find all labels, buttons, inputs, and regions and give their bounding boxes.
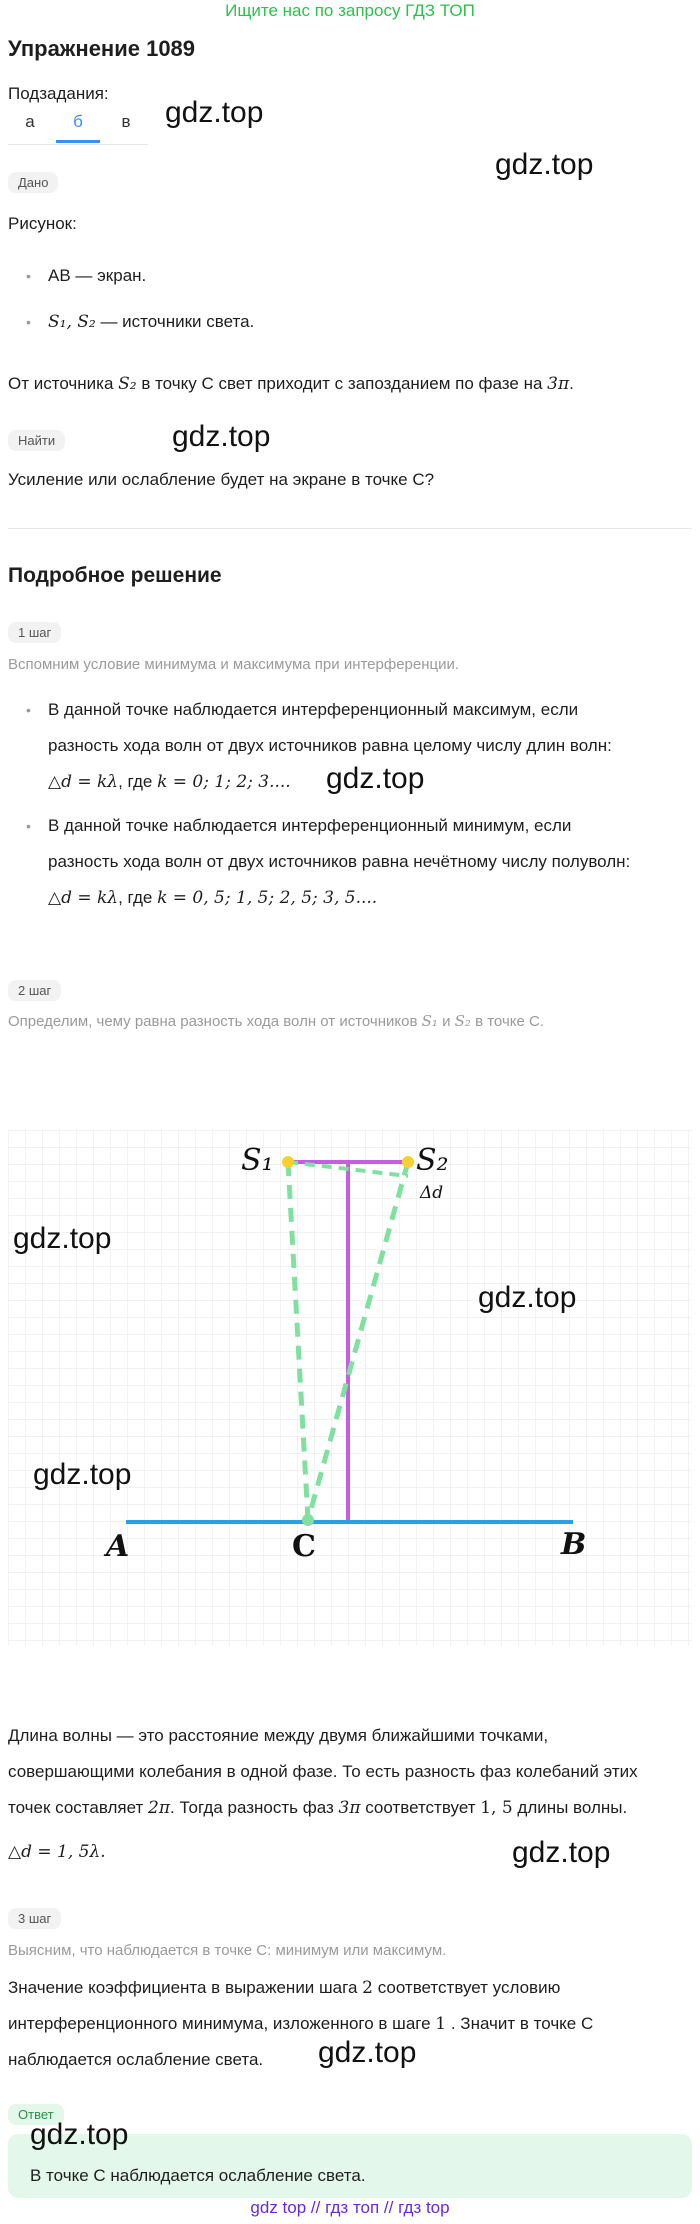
min-condition-line2: разность хода волн от двух источников равна нечётному числу полуволн: [48,852,631,871]
text-part: Значение коэффициента в выражении шага [8,1978,363,1997]
label-b: B [561,1527,587,1562]
label-s1: S₁ [241,1143,274,1178]
max-formula: △d = kλ [48,772,119,792]
watermark: gdz.top [172,420,271,453]
label-c: C [292,1529,316,1564]
watermark: gdz.top [33,1458,132,1491]
tab-v[interactable]: в [121,112,131,131]
max-condition-line1: • В данной точке наблюдается интерференционный максимум, если [48,692,578,728]
figure-label: Рисунок: [8,214,77,233]
three-pi: 3π [338,1798,361,1818]
interference-figure [8,1130,692,1646]
where-text: , где [118,888,158,907]
max-formula-line [48,764,291,800]
watermark: gdz.top [318,2036,417,2069]
text-part: точек составляет [8,1798,149,1817]
step-number: 2 [362,1978,373,1998]
given-item-1: • AB — экран. [48,258,146,294]
intro-part: в точке C. [470,1013,544,1030]
min-k-values: k = 0, 5; 1, 5; 2, 5; 3, 5.... [157,888,378,908]
solution-title: Подробное решение [8,564,222,587]
subtasks-label: Подзадания: [8,84,109,103]
min-formula: △d = kλ [48,888,119,908]
watermark: gdz.top [165,96,264,129]
watermark: gdz.top [13,1222,112,1255]
given-statement [8,366,574,402]
step3-intro: Выясним, что наблюдается в точке C: минимум или максимум. [8,1942,447,1959]
watermark: gdz.top [495,148,594,181]
min-condition-line1: • В данной точке наблюдается интерференционный минимум, если [48,808,571,844]
find-badge: Найти [8,430,65,451]
step1-badge: 1 шаг [8,622,61,643]
footer-links[interactable]: gdz top // гдз топ // гдз top [250,2198,450,2217]
s2-symbol: S₂ [454,1012,471,1030]
watermark: gdz.top [478,1281,577,1314]
source-s2-dot [402,1156,414,1168]
given-badge: Дано [8,172,58,193]
tab-a[interactable]: а [25,112,35,131]
where-text: , где [118,772,158,791]
step3-line3: наблюдается ослабление света. [8,2050,264,2069]
explanation-line3 [8,1790,627,1826]
label-a: A [106,1529,130,1564]
step3-line1 [8,1970,560,2006]
step2-badge: 2 шаг [8,980,61,1001]
answer-text: В точке C наблюдается ослабление света. [30,2166,366,2185]
intro-part: Определим, чему равна разность хода волн от источников [8,1013,422,1030]
phase-value: 3π [547,374,570,394]
page-title: Упражнение 1089 [8,36,196,61]
step1-intro: Вспомним условие минимума и максимума при интерференции. [8,656,460,673]
statement-part: От источника [8,374,119,393]
source-s2-symbol: S₂ [118,374,137,394]
step3-badge: 3 шаг [8,1908,61,1929]
watermark: gdz.top [326,762,425,795]
statement-part: . [569,374,574,393]
section-divider [8,528,692,529]
watermark: gdz.top [30,2118,129,2151]
intro-part: и [437,1013,455,1030]
watermark: gdz.top [512,1836,611,1869]
path-difference-result: △d = 1, 5λ. [8,1842,106,1862]
find-question: Усиление или ослабление будет на экране в точке C? [8,470,435,489]
min-formula-line [48,880,377,916]
explanation-line1: Длина волны — это расстояние между двумя ближайшими точками, [8,1726,549,1745]
max-condition-line2: разность хода волн от двух источников равна целому числу длин волн: [48,736,612,755]
source-s1-dot [282,1156,294,1168]
s1-symbol: S₁ [421,1012,438,1030]
text-part: длины волны. [512,1798,628,1817]
text-part: . Тогда разность фаз [170,1798,339,1817]
step2-intro [8,1012,544,1030]
answer-badge: Ответ [8,2104,64,2125]
text-part: интерференционного минимума, изложенного в шаге [8,2014,436,2033]
text-part: . Значит в точке C [446,2014,594,2033]
sources-text: — источники света. [95,312,255,331]
one-point-five: 1, 5 [480,1798,513,1818]
tab-b[interactable]: б [56,112,100,143]
given-item-2 [48,304,254,340]
step-number: 1 [435,2014,447,2034]
sources-symbol: S₁, S₂ [48,312,96,332]
explanation-line2: совершающими колебания в одной фазе. То есть разность фаз колебаний этих [8,1762,638,1781]
search-banner[interactable]: Ищите нас по запросу ГДЗ ТОП [225,1,475,20]
label-s2: S₂ [416,1143,449,1178]
subtask-tabs [8,112,148,146]
max-k-values: k = 0; 1; 2; 3.... [157,772,291,792]
text-part: соответствует условию [372,1978,561,1997]
step3-line2 [8,2006,593,2042]
label-delta-d: Δd [420,1183,444,1203]
statement-part: в точку C свет приходит с запозданием по фазе на [136,374,548,393]
text-part: соответствует [360,1798,481,1817]
tabs-divider [8,144,148,145]
two-pi: 2π [148,1798,171,1818]
point-c-dot [302,1514,314,1526]
